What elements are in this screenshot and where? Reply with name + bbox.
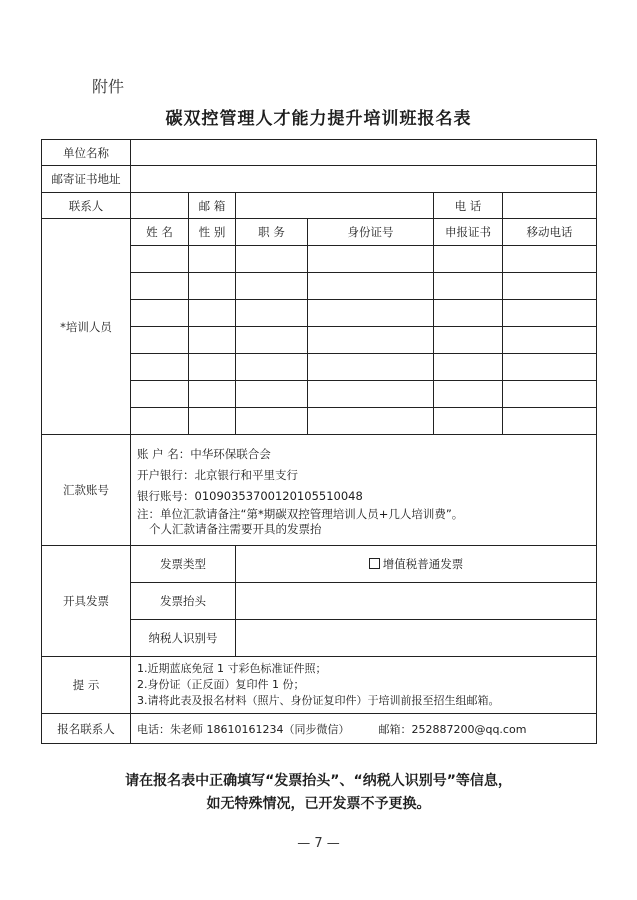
tips-row — [42, 657, 597, 714]
tip-item: 2.身份证（正反面）复印件 1 份； — [137, 678, 305, 691]
mail-address-label: 邮寄证书地址 — [42, 166, 131, 193]
unit-name-row — [42, 140, 597, 166]
trainee-cell[interactable] — [131, 327, 189, 354]
invoice-type-value[interactable] — [236, 546, 597, 583]
trainee-cell[interactable] — [503, 408, 597, 435]
trainee-cell[interactable] — [434, 381, 503, 408]
trainee-cell[interactable] — [189, 408, 236, 435]
remit-details — [131, 435, 597, 546]
mail-address-row — [42, 166, 597, 193]
trainee-cell[interactable] — [131, 354, 189, 381]
footer-note — [0, 770, 637, 816]
trainee-cell[interactable] — [434, 408, 503, 435]
tips-content — [131, 657, 597, 714]
contact-field[interactable] — [131, 193, 189, 219]
taxpayer-id-field[interactable] — [236, 620, 597, 657]
trainees-label: *培训人员 — [42, 219, 131, 435]
reg-contact-label: 报名联系人 — [42, 714, 131, 744]
account-name: 账 户 名：中华环保联合会 — [137, 446, 271, 461]
trainee-cell[interactable] — [308, 381, 434, 408]
trainee-cell[interactable] — [189, 300, 236, 327]
attachment-label: 附件 — [92, 77, 125, 96]
trainee-cell[interactable] — [236, 300, 308, 327]
trainee-cell[interactable] — [236, 273, 308, 300]
trainee-header-id: 身份证号 — [308, 219, 434, 246]
tip-item: 3.请将此表及报名材料（照片、身份证复印件）于培训前报至招生组邮箱。 — [137, 694, 500, 707]
trainee-cell[interactable] — [131, 381, 189, 408]
trainee-cell[interactable] — [503, 354, 597, 381]
trainee-cell[interactable] — [189, 273, 236, 300]
trainee-cell[interactable] — [503, 300, 597, 327]
trainee-cell[interactable] — [308, 300, 434, 327]
taxpayer-id-label: 纳税人识别号 — [131, 620, 236, 657]
trainee-cell[interactable] — [236, 246, 308, 273]
contact-row — [42, 193, 597, 219]
trainee-cell[interactable] — [131, 246, 189, 273]
trainee-cell[interactable] — [434, 273, 503, 300]
trainee-cell[interactable] — [236, 381, 308, 408]
trainee-cell[interactable] — [189, 354, 236, 381]
phone-label: 电 话 — [434, 193, 503, 219]
trainee-cell[interactable] — [503, 327, 597, 354]
trainee-header-name: 姓 名 — [131, 219, 189, 246]
account-number: 银行账号：01090353700120105510048 — [137, 488, 363, 503]
trainee-cell[interactable] — [236, 354, 308, 381]
bank-name: 开户银行：北京银行和平里支行 — [137, 467, 298, 482]
trainee-header-position: 职 务 — [236, 219, 308, 246]
trainee-cell[interactable] — [189, 381, 236, 408]
trainee-header-mobile: 移动电话 — [503, 219, 597, 246]
trainee-cell[interactable] — [131, 273, 189, 300]
trainee-cell[interactable] — [189, 246, 236, 273]
trainee-cell[interactable] — [308, 354, 434, 381]
trainee-cell[interactable] — [189, 327, 236, 354]
trainee-header-gender: 性 别 — [189, 219, 236, 246]
remit-note-2: 个人汇款请备注需要开具的发票抬 — [149, 521, 322, 536]
trainee-cell[interactable] — [308, 273, 434, 300]
trainee-header-row — [42, 219, 597, 246]
tips-label: 提 示 — [42, 657, 131, 714]
invoice-title-field[interactable] — [236, 583, 597, 620]
invoice-type-text: 增值税普通发票 — [382, 557, 464, 571]
footer-note-line-2: 如无特殊情况，已开发票不予更换。 — [206, 796, 431, 812]
trainee-cell[interactable] — [131, 300, 189, 327]
trainee-cell[interactable] — [236, 327, 308, 354]
trainee-cell[interactable] — [434, 354, 503, 381]
trainee-cell[interactable] — [131, 408, 189, 435]
unit-name-label: 单位名称 — [42, 140, 131, 166]
trainee-header-certificate: 申报证书 — [434, 219, 503, 246]
contact-label: 联系人 — [42, 193, 131, 219]
footer-note-line-1: 请在报名表中正确填写“发票抬头”、“纳税人识别号”等信息， — [125, 773, 512, 789]
trainee-cell[interactable] — [503, 273, 597, 300]
trainee-cell[interactable] — [434, 327, 503, 354]
reg-contact-email[interactable]: 邮箱：252887200@qq.com — [378, 722, 527, 736]
unit-name-field[interactable] — [131, 140, 597, 166]
invoice-type-label: 发票类型 — [131, 546, 236, 583]
remit-label: 汇款账号 — [42, 435, 131, 546]
phone-field[interactable] — [503, 193, 597, 219]
reg-contact-phone: 电话：朱老师 18610161234（同步微信） — [137, 722, 350, 736]
reg-contact-info — [131, 714, 597, 744]
reg-contact-row — [42, 714, 597, 744]
email-label: 邮 箱 — [189, 193, 236, 219]
trainee-cell[interactable] — [308, 246, 434, 273]
trainee-cell[interactable] — [503, 246, 597, 273]
remit-note-1: 注：单位汇款请备注“第*期碳双控管理培训人员+几人培训费”。 — [137, 506, 464, 521]
page-number: — 7 — — [297, 836, 340, 851]
email-field[interactable] — [236, 193, 434, 219]
trainee-cell[interactable] — [308, 408, 434, 435]
trainee-cell[interactable] — [503, 381, 597, 408]
invoice-type-row — [42, 546, 597, 583]
tip-item: 1.近期蓝底免冠 1 寸彩色标准证件照； — [137, 662, 327, 675]
trainee-cell[interactable] — [308, 327, 434, 354]
checkbox-icon[interactable] — [369, 558, 380, 569]
remit-row — [42, 435, 597, 546]
trainee-cell[interactable] — [434, 246, 503, 273]
trainee-cell[interactable] — [236, 408, 308, 435]
form-title: 碳双控管理人才能力提升培训班报名表 — [165, 109, 472, 129]
invoice-title-label: 发票抬头 — [131, 583, 236, 620]
trainee-cell[interactable] — [434, 300, 503, 327]
mail-address-field[interactable] — [131, 166, 597, 193]
registration-form — [41, 139, 597, 744]
invoice-label: 开具发票 — [42, 546, 131, 657]
